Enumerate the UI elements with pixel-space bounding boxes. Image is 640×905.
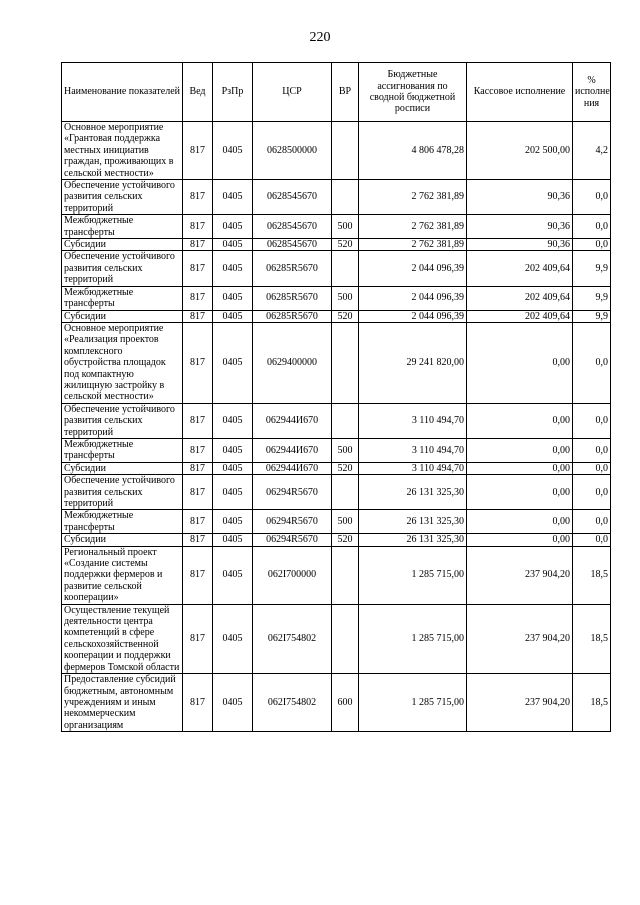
cell-cash: 202 500,00 [467, 122, 573, 180]
cell-ved: 817 [183, 534, 213, 546]
header-ved: Вед [183, 63, 213, 122]
cell-ved: 817 [183, 546, 213, 604]
cell-assignments: 1 285 715,00 [359, 674, 467, 732]
cell-vr [332, 251, 359, 286]
table-row [62, 310, 611, 322]
cell-assignments: 3 110 494,70 [359, 403, 467, 438]
table-header-row [62, 63, 611, 122]
cell-csr: 062I700000 [253, 546, 332, 604]
cell-cash: 0,00 [467, 475, 573, 510]
cell-cash: 0,00 [467, 510, 573, 534]
cell-assignments: 26 131 325,30 [359, 534, 467, 546]
table-row [62, 510, 611, 534]
cell-rzpr: 0405 [213, 122, 253, 180]
cell-rzpr: 0405 [213, 180, 253, 215]
cell-cash: 237 904,20 [467, 674, 573, 732]
cell-cash: 0,00 [467, 534, 573, 546]
cell-name: Региональный проект «Создание системы поддержки фермеров и развитие сельской кооперации» [62, 546, 183, 604]
cell-assignments: 2 044 096,39 [359, 310, 467, 322]
header-csr: ЦСР [253, 63, 332, 122]
cell-assignments: 4 806 478,28 [359, 122, 467, 180]
cell-assignments: 29 241 820,00 [359, 322, 467, 403]
cell-percent: 4,2 [573, 122, 611, 180]
cell-cash: 202 409,64 [467, 310, 573, 322]
cell-percent: 0,0 [573, 438, 611, 462]
cell-name: Основное мероприятие «Грантовая поддержка местных инициатив граждан, проживающих в сельской местности» [62, 122, 183, 180]
cell-assignments: 2 762 381,89 [359, 180, 467, 215]
cell-csr: 062944И670 [253, 438, 332, 462]
cell-rzpr: 0405 [213, 215, 253, 239]
cell-assignments: 2 762 381,89 [359, 239, 467, 251]
cell-vr: 520 [332, 462, 359, 474]
cell-percent: 0,0 [573, 322, 611, 403]
cell-ved: 817 [183, 475, 213, 510]
table-row [62, 604, 611, 673]
cell-percent: 0,0 [573, 403, 611, 438]
cell-vr [332, 403, 359, 438]
cell-name: Обеспечение устойчивого развития сельских территорий [62, 403, 183, 438]
cell-percent: 18,5 [573, 674, 611, 732]
cell-rzpr: 0405 [213, 462, 253, 474]
cell-cash: 90,36 [467, 180, 573, 215]
cell-rzpr: 0405 [213, 322, 253, 403]
cell-rzpr: 0405 [213, 510, 253, 534]
budget-execution-table [61, 62, 611, 732]
cell-cash: 0,00 [467, 438, 573, 462]
cell-assignments: 2 044 096,39 [359, 286, 467, 310]
cell-vr: 500 [332, 438, 359, 462]
cell-percent: 0,0 [573, 180, 611, 215]
cell-vr [332, 322, 359, 403]
table-row [62, 546, 611, 604]
table-row [62, 286, 611, 310]
cell-percent: 0,0 [573, 239, 611, 251]
cell-vr [332, 546, 359, 604]
cell-cash: 237 904,20 [467, 604, 573, 673]
cell-name: Основное мероприятие «Реализация проектов комплексного обустройства площадок под компактную жилищную застройку в сельской местности» [62, 322, 183, 403]
cell-vr: 500 [332, 510, 359, 534]
cell-rzpr: 0405 [213, 251, 253, 286]
cell-name: Межбюджетные трансферты [62, 286, 183, 310]
cell-name: Обеспечение устойчивого развития сельских территорий [62, 475, 183, 510]
cell-cash: 202 409,64 [467, 251, 573, 286]
cell-rzpr: 0405 [213, 475, 253, 510]
cell-csr: 062I754802 [253, 604, 332, 673]
cell-csr: 06294R5670 [253, 510, 332, 534]
cell-assignments: 3 110 494,70 [359, 438, 467, 462]
table-row [62, 122, 611, 180]
cell-csr: 06285R5670 [253, 251, 332, 286]
cell-name: Осуществление текущей деятельности центра компетенций в сфере сельскохозяйственной кооперации и поддержки фермеров Томской области [62, 604, 183, 673]
cell-percent: 0,0 [573, 534, 611, 546]
cell-ved: 817 [183, 510, 213, 534]
cell-ved: 817 [183, 251, 213, 286]
cell-cash: 202 409,64 [467, 286, 573, 310]
cell-vr: 500 [332, 286, 359, 310]
cell-csr: 06294R5670 [253, 534, 332, 546]
cell-ved: 817 [183, 322, 213, 403]
cell-rzpr: 0405 [213, 310, 253, 322]
cell-vr [332, 180, 359, 215]
cell-ved: 817 [183, 239, 213, 251]
cell-name: Субсидии [62, 310, 183, 322]
cell-percent: 18,5 [573, 546, 611, 604]
cell-rzpr: 0405 [213, 674, 253, 732]
cell-cash: 0,00 [467, 403, 573, 438]
cell-csr: 06285R5670 [253, 286, 332, 310]
cell-name: Обеспечение устойчивого развития сельских территорий [62, 180, 183, 215]
cell-name: Межбюджетные трансферты [62, 438, 183, 462]
cell-percent: 9,9 [573, 251, 611, 286]
cell-vr: 520 [332, 534, 359, 546]
cell-percent: 9,9 [573, 310, 611, 322]
cell-assignments: 1 285 715,00 [359, 604, 467, 673]
cell-name: Межбюджетные трансферты [62, 510, 183, 534]
cell-ved: 817 [183, 215, 213, 239]
cell-name: Субсидии [62, 239, 183, 251]
cell-vr: 520 [332, 239, 359, 251]
cell-cash: 90,36 [467, 215, 573, 239]
cell-percent: 18,5 [573, 604, 611, 673]
cell-csr: 06294R5670 [253, 475, 332, 510]
cell-ved: 817 [183, 674, 213, 732]
cell-rzpr: 0405 [213, 403, 253, 438]
cell-vr: 500 [332, 215, 359, 239]
header-vr: ВР [332, 63, 359, 122]
table-row [62, 534, 611, 546]
table-row [62, 215, 611, 239]
cell-percent: 9,9 [573, 286, 611, 310]
cell-ved: 817 [183, 122, 213, 180]
table-row [62, 403, 611, 438]
table-row [62, 475, 611, 510]
cell-percent: 0,0 [573, 475, 611, 510]
cell-assignments: 26 131 325,30 [359, 475, 467, 510]
cell-name: Межбюджетные трансферты [62, 215, 183, 239]
cell-name: Обеспечение устойчивого развития сельских территорий [62, 251, 183, 286]
cell-percent: 0,0 [573, 510, 611, 534]
cell-cash: 0,00 [467, 322, 573, 403]
header-cash: Кассовое исполнение [467, 63, 573, 122]
cell-name: Субсидии [62, 462, 183, 474]
cell-csr: 0628500000 [253, 122, 332, 180]
cell-vr: 600 [332, 674, 359, 732]
cell-assignments: 1 285 715,00 [359, 546, 467, 604]
table-row [62, 674, 611, 732]
table-row [62, 239, 611, 251]
cell-csr: 0628545670 [253, 215, 332, 239]
cell-rzpr: 0405 [213, 604, 253, 673]
cell-name: Предоставление субсидий бюджетным, автономным учреждениям и иным некоммерческим организациям [62, 674, 183, 732]
cell-csr: 0629400000 [253, 322, 332, 403]
cell-assignments: 26 131 325,30 [359, 510, 467, 534]
cell-csr: 0628545670 [253, 239, 332, 251]
header-assignments: Бюджетные ассигнования по сводной бюджетной росписи [359, 63, 467, 122]
cell-ved: 817 [183, 604, 213, 673]
cell-ved: 817 [183, 286, 213, 310]
cell-cash: 0,00 [467, 462, 573, 474]
cell-csr: 062944И670 [253, 462, 332, 474]
cell-rzpr: 0405 [213, 534, 253, 546]
cell-csr: 062944И670 [253, 403, 332, 438]
cell-assignments: 2 762 381,89 [359, 215, 467, 239]
header-rzpr: РзПр [213, 63, 253, 122]
cell-ved: 817 [183, 438, 213, 462]
cell-rzpr: 0405 [213, 286, 253, 310]
cell-percent: 0,0 [573, 462, 611, 474]
table-row [62, 251, 611, 286]
page-number: 220 [309, 30, 331, 45]
cell-assignments: 3 110 494,70 [359, 462, 467, 474]
cell-vr [332, 122, 359, 180]
cell-rzpr: 0405 [213, 438, 253, 462]
header-percent: % исполне ния [573, 63, 611, 122]
table-row [62, 462, 611, 474]
cell-percent: 0,0 [573, 215, 611, 239]
cell-ved: 817 [183, 180, 213, 215]
cell-csr: 0628545670 [253, 180, 332, 215]
cell-cash: 90,36 [467, 239, 573, 251]
cell-rzpr: 0405 [213, 546, 253, 604]
cell-ved: 817 [183, 310, 213, 322]
cell-vr: 520 [332, 310, 359, 322]
table-row [62, 438, 611, 462]
cell-rzpr: 0405 [213, 239, 253, 251]
table-row [62, 322, 611, 403]
cell-vr [332, 475, 359, 510]
table-body [62, 122, 611, 732]
cell-csr: 06285R5670 [253, 310, 332, 322]
cell-csr: 062I754802 [253, 674, 332, 732]
cell-vr [332, 604, 359, 673]
cell-cash: 237 904,20 [467, 546, 573, 604]
header-name: Наименование показателей [62, 63, 183, 122]
cell-ved: 817 [183, 403, 213, 438]
cell-assignments: 2 044 096,39 [359, 251, 467, 286]
cell-name: Субсидии [62, 534, 183, 546]
table-row [62, 180, 611, 215]
cell-ved: 817 [183, 462, 213, 474]
